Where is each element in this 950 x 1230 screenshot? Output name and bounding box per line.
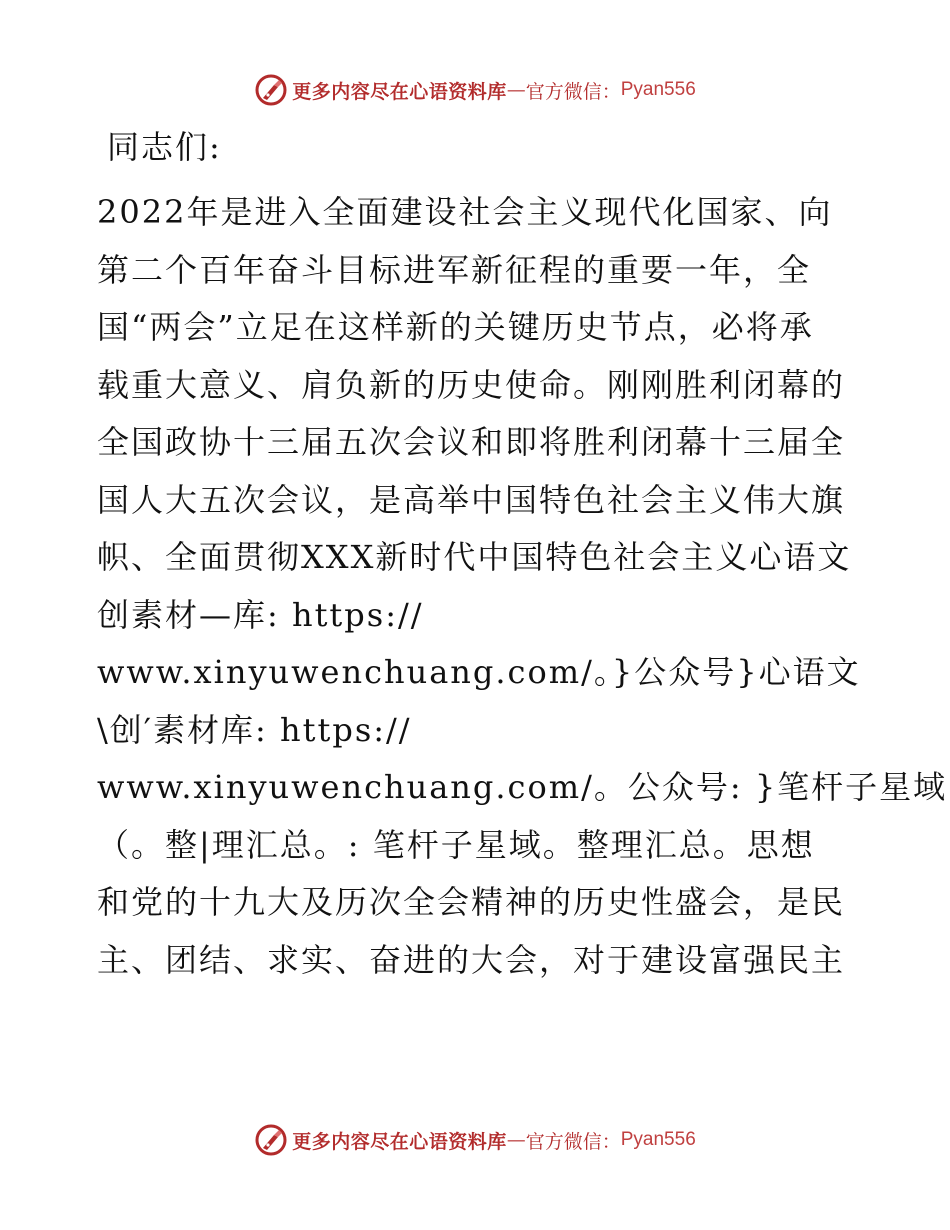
banner-text: 更多内容尽在心语资料库	[292, 1130, 507, 1153]
banner-text: 更多内容尽在心语资料库	[292, 80, 507, 103]
banner-wechat-id: Pyan556	[620, 79, 696, 100]
banner-separator: —	[506, 79, 526, 101]
text-line: 国人大五次会议，是高举中国特色社会主义伟大旗	[97, 480, 846, 519]
pen-nib-logo-icon	[254, 1123, 288, 1157]
text-line: www.xinyuwenchuang.com/。}公众号}心语文	[97, 653, 861, 691]
banner-wechat-label: 官方微信：	[525, 1130, 621, 1153]
text-line: \创′素材库: https://	[97, 710, 412, 749]
text-line: 创素材—库: https://	[97, 595, 424, 634]
document-body	[97, 118, 948, 989]
banner-wechat-label: 官方微信：	[525, 80, 621, 103]
text-line: （。整|理汇总。: 笔杆子星域。整理汇总。思想	[97, 825, 815, 864]
text-line: www.xinyuwenchuang.com/。公众号: }笔杆子星域	[97, 768, 948, 806]
banner-wechat-id: Pyan556	[620, 1129, 696, 1150]
salutation: 同志们:	[107, 128, 222, 166]
banner-separator: —	[506, 1129, 526, 1151]
pen-nib-logo-icon	[254, 73, 288, 107]
text-line: 国“两会”立足在这样新的关键历史节点，必将承	[97, 308, 814, 346]
text-line: 载重大意义、肩负新的历史使命。刚刚胜利闭幕的	[97, 365, 846, 404]
text-line: 和党的十九大及历次全会精神的历史性盛会，是民	[97, 883, 846, 921]
text-line: 主、团结、求实、奋进的大会，对于建设富强民主	[97, 940, 846, 979]
header-banner	[0, 70, 950, 110]
text-line: 第二个百年奋斗目标进军新征程的重要一年，全	[97, 250, 812, 289]
text-line: 帜、全面贯彻XXX新时代中国特色社会主义心语文	[97, 538, 852, 576]
text-line: 全国政协十三届五次会议和即将胜利闭幕十三届全	[97, 423, 846, 461]
text-line: 2022年是进入全面建设社会主义现代化国家、向	[97, 193, 833, 231]
footer-banner	[0, 1120, 950, 1160]
